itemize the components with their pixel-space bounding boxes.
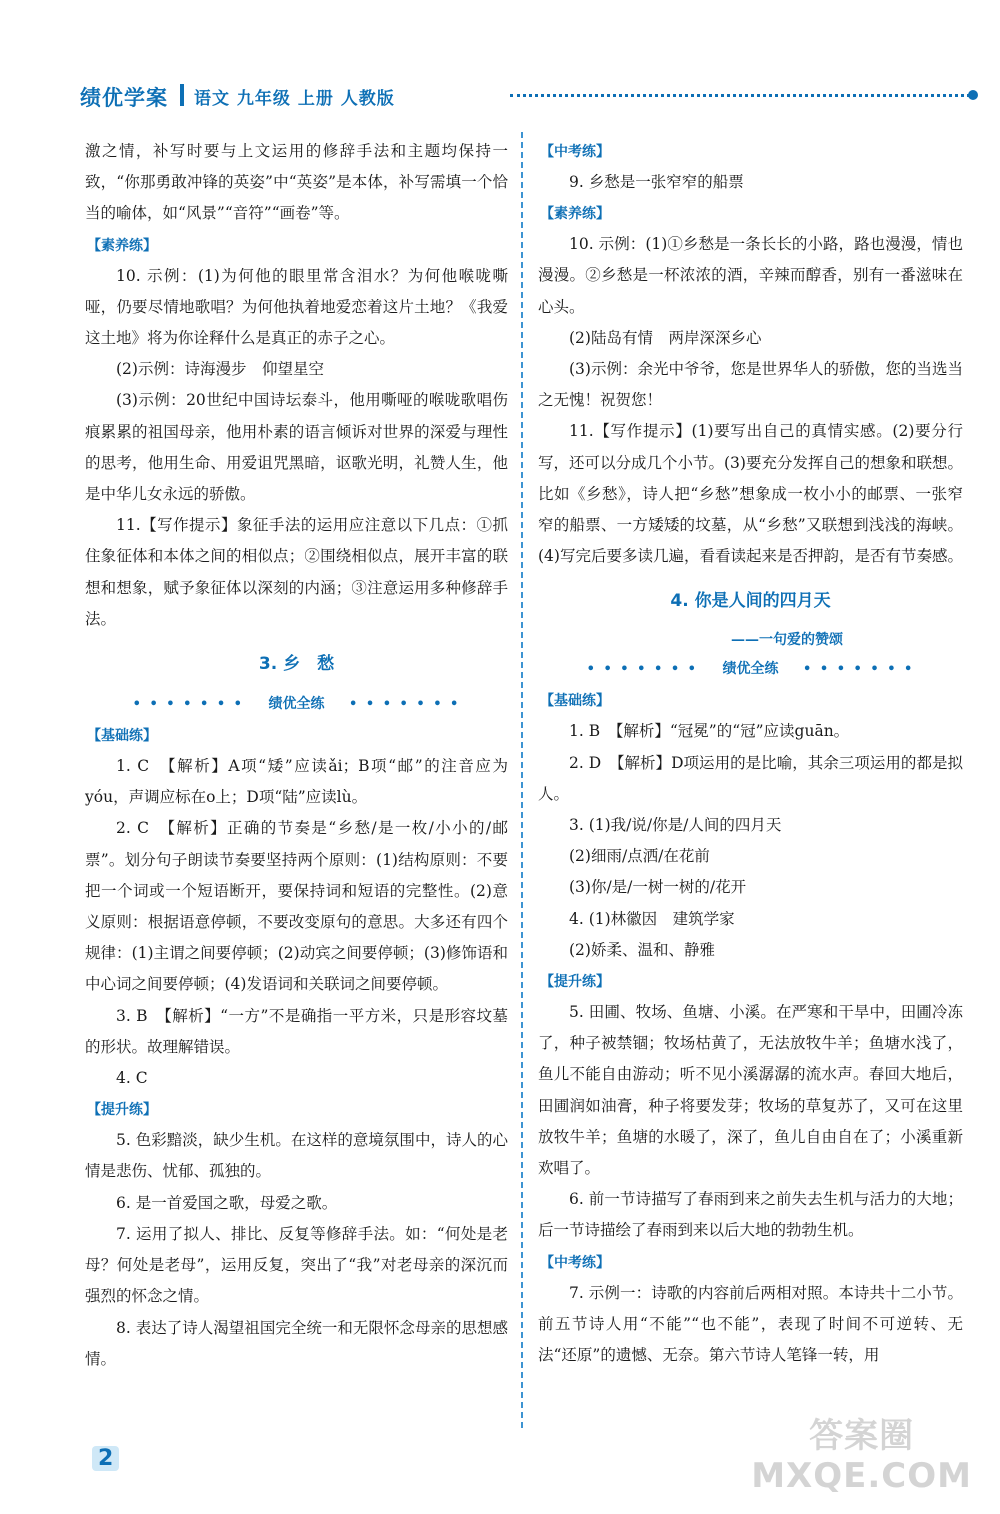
answer-paragraph: 6. 前一节诗描写了春雨到来之前失去生机与活力的大地；后一节诗描绘了春雨到来以后大地的勃勃生机。	[538, 1190, 963, 1240]
header-dotted-line	[510, 94, 970, 97]
answer-paragraph: 4. C	[116, 1069, 148, 1088]
answer-paragraph: 激之情，补写时要与上文运用的修辞手法和主题均保持一致，“你那勇敢冲锋的英姿”中“英姿”是本体，补写需填一个恰当的喻体，如“风景”“音符”“画卷”等。	[85, 142, 508, 223]
exercise-tag-row	[85, 1094, 508, 1125]
answer-paragraph: (2)示例：诗海漫步 仰望星空	[116, 360, 324, 379]
answer-paragraph: 3. (1)我/说/你是/人间的四月天	[569, 816, 782, 835]
decorative-dots: • • • • • • •	[586, 662, 705, 678]
answer-paragraph: 1. B 【解析】“冠冕”的“冠”应读guān。	[569, 722, 850, 741]
answer-paragraph: 6. 是一首爱国之歌，母爱之歌。	[116, 1193, 338, 1212]
decorative-dots: • • • • • • •	[342, 697, 461, 713]
answer-paragraph: 7. 运用了拟人、排比、反复等修辞手法。如：“何处是老母？何处是老母”，运用反复，突出了“我”对老母亲的深沉而强烈的怀念之情。	[85, 1224, 508, 1306]
right-column	[538, 136, 963, 1371]
answer-paragraph: 8. 表达了诗人渴望祖国完全统一和无限怀念母亲的思想感情。	[85, 1318, 508, 1368]
exercise-tag-row	[538, 198, 963, 229]
exercise-tag: 【素养练】	[87, 237, 157, 254]
answer-paragraph: 11.【写作提示】象征手法的运用应注意以下几点：①抓住象征体和本体之间的相似点；②围绕相似点，展开丰富的联想和想象，赋予象征体以深刻的内涵；③注意运用多种修辞手法。	[85, 516, 508, 628]
page-header	[80, 78, 975, 114]
answer-paragraph: 3. B 【解析】“一方”不是确指一平方米，只是形容坟墓的形状。故理解错误。	[85, 1006, 508, 1056]
answer-paragraph: 9. 乡愁是一张窄窄的船票	[569, 173, 744, 191]
answer-paragraph: 7. 示例一：诗歌的内容前后两相对照。本诗共十二小节。前五节诗人用“不能”“也不能”，表现了时间不可逆转、无法“还原”的遗憾、无奈。第六节诗人笔锋一转，用	[538, 1283, 963, 1365]
answer-paragraph: 5. 田圃、牧场、鱼塘、小溪。在严寒和干旱中，田圃冷冻了，种子被禁锢；牧场枯黄了，无法放牧牛羊；鱼塘水浅了，鱼儿不能自由游动；听不见小溪潺潺的流水声。春回大地后，田圃润如油膏，种子将要发芽；牧场的草复苏了，又可在这里放牧牛羊；鱼塘的水暖了，深了，鱼儿自由自在了；小溪重新欢唱了。	[538, 1003, 963, 1178]
answer-paragraph: (3)你/是/一树一树的/花开	[569, 878, 747, 897]
page-number: 2	[92, 1446, 119, 1471]
section-label: 绩优全练	[268, 696, 325, 713]
exercise-tag-row	[538, 136, 963, 167]
answer-paragraph: (3)示例：20世纪中国诗坛泰斗，他用嘶哑的喉咙歌唱伤痕累累的祖国母亲，他用朴素的语言倾诉对世界的深爱与理性的思考，他用生命、用爱诅咒黑暗，讴歌光明，礼赞人生，他是中华儿女永远的骄傲。	[85, 391, 508, 504]
answer-paragraph: 11.【写作提示】(1)要写出自己的真情实感。(2)要分行写，还可以分成几个小节。(3)要充分发挥自己的想象和联想。比如《乡愁》，诗人把“乡愁”想象成一枚小小的邮票、一张窄窄的船票、一方矮矮的坟墓，从“乡愁”又联想到浅浅的海峡。(4)写完后要多读几遍，看看读起来是否押韵，是否有节奏感。	[538, 422, 963, 566]
exercise-tag-row	[538, 1247, 963, 1278]
exercise-tag: 【基础练】	[87, 728, 157, 745]
column-divider	[521, 132, 523, 1428]
section-label: 绩优全练	[722, 661, 779, 678]
answer-paragraph: (3)示例：余光中爷爷，您是世界华人的骄傲，您的当选当之无愧！祝贺您！	[538, 360, 963, 410]
exercise-tag: 【素养练】	[540, 206, 610, 223]
exercise-tag-row	[538, 685, 963, 716]
answer-paragraph: 2. D 【解析】D项运用的是比喻，其余三项运用的都是拟人。	[538, 753, 963, 803]
exercise-tag: 【中考练】	[540, 144, 610, 160]
exercise-tag: 【中考练】	[540, 1254, 610, 1271]
watermark-logo: 答案圈 MXQE.COM	[751, 1416, 972, 1496]
answer-paragraph: 10. 示例：(1)①乡愁是一条长长的小路，路也漫漫，情也漫漫。②乡愁是一杯浓浓的酒，辛辣而醇香，别有一番滋味在心头。	[538, 235, 963, 316]
answer-paragraph: 4. (1)林徽因 建筑学家	[569, 909, 735, 928]
exercise-tag-row	[538, 966, 963, 997]
subject-info: 语文 九年级 上册 人教版	[194, 89, 395, 109]
answer-paragraph: 2. C 【解析】正确的节奏是“乡愁/是一枚/小小的/邮票”。划分句子朗读节奏要坚持两个原则：(1)结构原则：不要把一个词或一个短语断开，要保持词和短语的完整性。(2)意义原则：根据语意停顿，不要改变原句的意思。大多还有四个规律：(1)主谓之间要停顿；(2)动宾之间要停顿；(3)修饰语和中心词之间要停顿；(4)发语词和关联词之间要停顿。	[85, 819, 508, 994]
exercise-tag-row	[85, 230, 508, 261]
answer-paragraph: 10. 示例：(1)为何他的眼里常含泪水？为何他喉咙嘶哑，仍要尽情地歌唱？为何他执着地爱恋着这片土地？《我爱这土地》将为你诠释什么是真正的赤子之心。	[85, 266, 508, 348]
brand-divider	[180, 84, 184, 106]
exercise-tag: 【基础练】	[540, 693, 610, 710]
lesson-title: 3. 乡 愁	[258, 654, 335, 675]
brand-title: 绩优学案	[80, 86, 168, 110]
answer-paragraph: (2)陆岛有情 两岸深深乡心	[569, 328, 762, 347]
decorative-dots: • • • • • • •	[796, 662, 915, 678]
lesson-subtitle: ——一句爱的赞颂	[731, 632, 843, 649]
answer-paragraph: (2)娇柔、温和、静雅	[569, 940, 715, 959]
lesson-title: 4. 你是人间的四月天	[670, 591, 831, 612]
answer-paragraph: (2)细雨/点洒/在花前	[569, 847, 710, 866]
header-dot-end	[968, 90, 978, 100]
section-header	[538, 654, 963, 685]
exercise-tag: 【提升练】	[87, 1102, 157, 1119]
exercise-tag: 【提升练】	[540, 974, 610, 991]
answer-paragraph: 1. C 【解析】A项“矮”应读ǎi；B项“邮”的注音应为yóu，声调应标在o上；D项“陆”应读lù。	[85, 757, 508, 807]
answer-paragraph: 5. 色彩黯淡，缺少生机。在这样的意境氛围中，诗人的心情是悲伤、忧郁、孤独的。	[85, 1131, 508, 1181]
section-header	[85, 689, 508, 720]
decorative-dots: • • • • • • •	[132, 697, 251, 713]
left-column	[85, 136, 508, 1375]
exercise-tag-row	[85, 720, 508, 751]
